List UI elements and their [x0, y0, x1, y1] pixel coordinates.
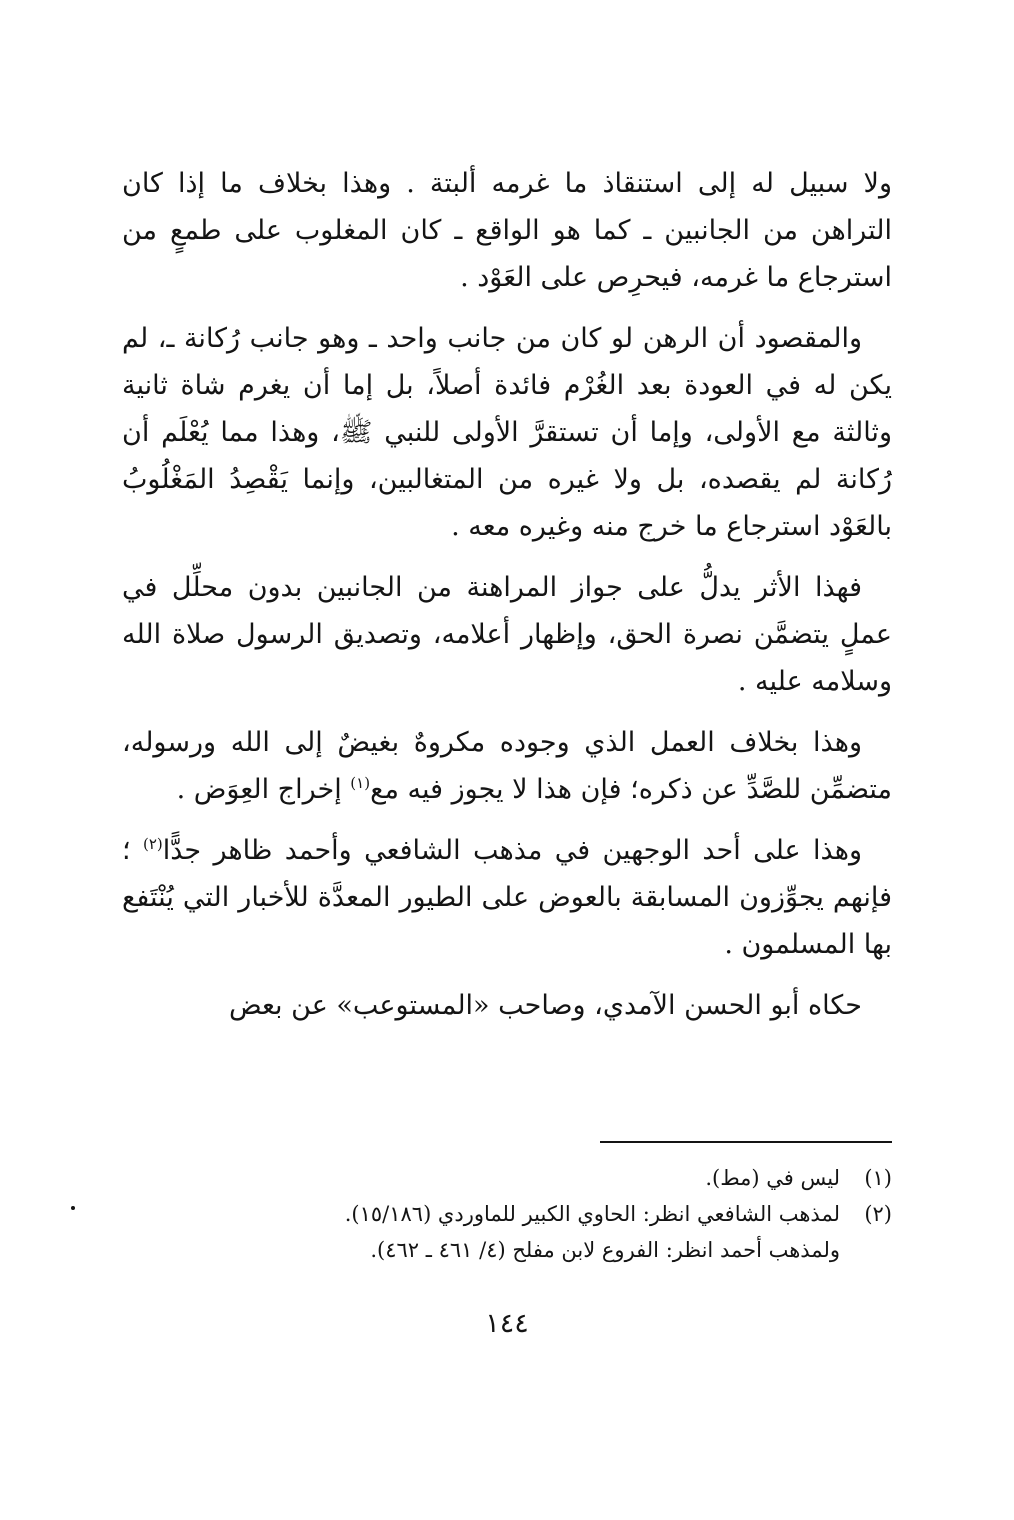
text-run: فهذا الأثر يدلُّ على جواز المراهنة من الجانبين بدون محلِّل في عملٍ يتضمَّن نصرة الحق، وإظهار أعلامه، وتصديق الرسول صلاة الله وسلامه عليه . [122, 572, 892, 697]
paragraph [122, 315, 892, 550]
paragraph [122, 982, 892, 1029]
footnote-number: (٢) [864, 1202, 892, 1226]
footnote-reference[interactable]: (٢) [142, 835, 163, 853]
footnote-text: ليس في (مط). [705, 1166, 840, 1190]
footnote-reference[interactable]: (١) [350, 774, 371, 792]
paragraph [122, 160, 892, 301]
footnotes [122, 1160, 892, 1268]
text-run: وهذا بخلاف العمل الذي وجوده مكروهٌ بغيضٌ إلى الله ورسوله، متضمِّن للصَّدِّ عن ذكره؛ فإن هذا لا يجوز فيه مع [122, 727, 892, 805]
text-run: حكاه أبو الحسن الآمدي، وصاحب «المستوعب» عن بعض [228, 990, 862, 1021]
footnote [122, 1232, 892, 1268]
text-run: إخراج العِوَض . [176, 774, 351, 805]
footnote-text: لمذهب الشافعي انظر: الحاوي الكبير للماوردي (١٥/١٨٦). [344, 1202, 840, 1226]
paragraph [122, 719, 892, 813]
text-run: وهذا على أحد الوجهين في مذهب الشافعي وأحمد ظاهر جدًّا [162, 835, 862, 866]
paragraph [122, 564, 892, 705]
text-run: ولا سبيل له إلى استنقاذ ما غرمه ألبتة . وهذا بخلاف ما إذا كان التراهن من الجانبين ـ كما هو الواقع ـ كان المغلوب على طمعٍ من استرجاع ما غرمه، فيحرِص على العَوْد . [122, 168, 892, 293]
page-number: ١٤٤ [485, 1308, 529, 1339]
stray-mark [71, 1206, 75, 1210]
footnote-text: ولمذهب أحمد انظر: الفروع لابن مفلح (٤/ ٤٦١ ـ ٤٦٢). [370, 1238, 840, 1262]
paragraph [122, 827, 892, 968]
footnote-separator [600, 1141, 892, 1143]
text-run: ؛ فإنهم يجوِّزون المسابقة بالعوض على الطيور المعدَّة للأخبار التي يُنْتَفع بها المسلمون . [122, 835, 892, 960]
text-run: والمقصود أن الرهن لو كان من جانب واحد ـ وهو جانب رُكانة ـ، لم يكن له في العودة بعد الغُرْم فائدة أصلاً، بل إما أن يغرم شاة ثانية وثالثة مع الأولى، وإما أن تستقرَّ الأولى للنبي ﷺ، وهذا مما يُعْلَم أن رُكانة لم يقصده، بل ولا غيره من المتغالبين، وإنما يَقْصِدُ المَغْلُوبُ بالعَوْد استرجاع ما خرج منه وغيره معه . [122, 323, 892, 542]
footnote-number: (١) [864, 1166, 892, 1190]
main-text [122, 160, 892, 1029]
footnote [122, 1160, 892, 1196]
footnote [122, 1196, 892, 1232]
